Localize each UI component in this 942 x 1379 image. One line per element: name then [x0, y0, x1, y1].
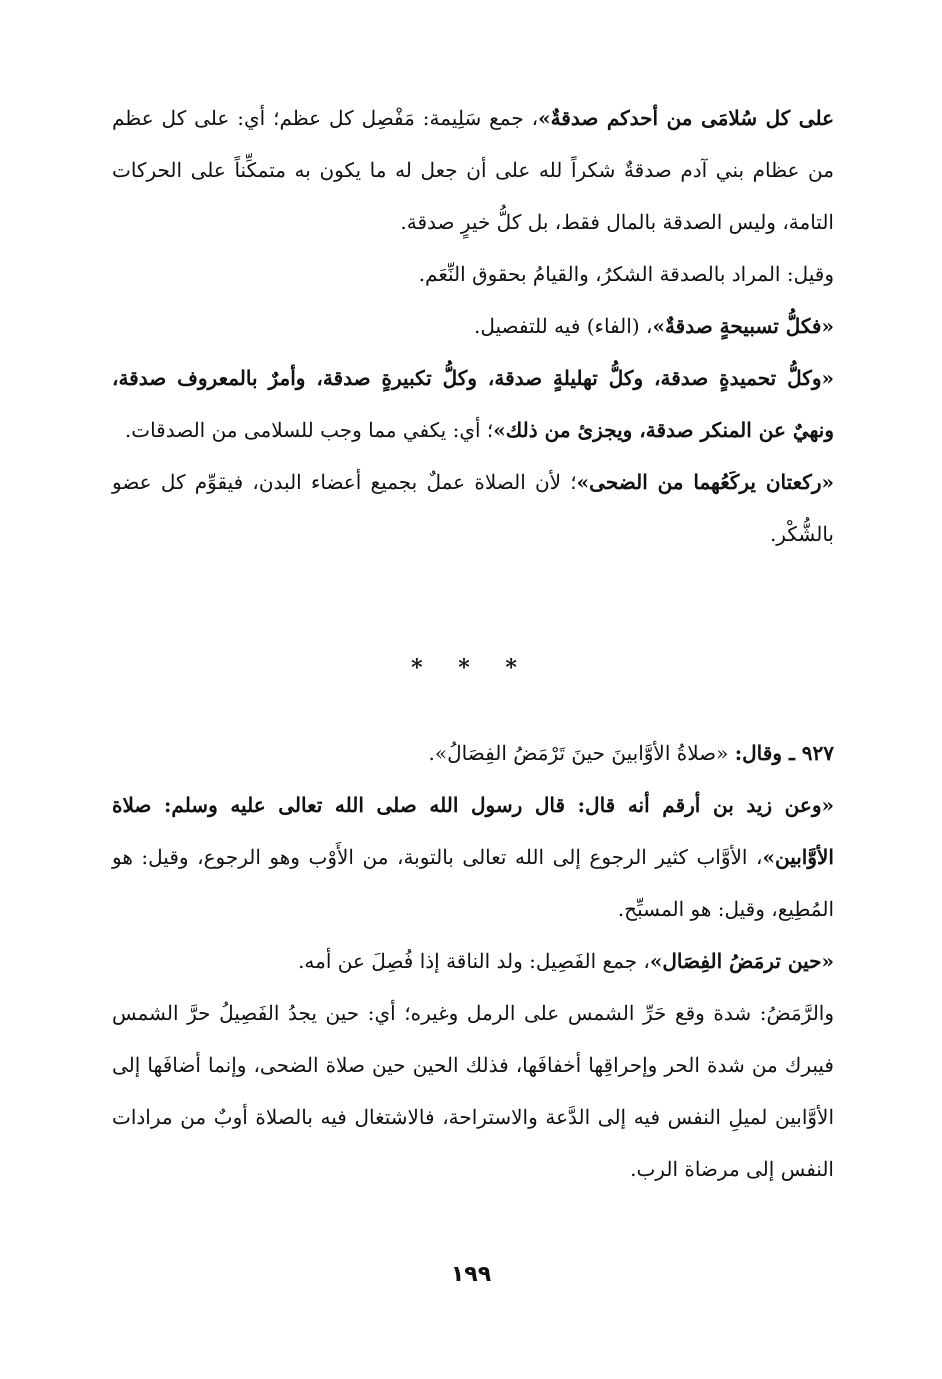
hadith-quote: «حين ترمَضُ الفِصَال» [649, 949, 834, 973]
page-number: ١٩٩ [450, 1262, 492, 1287]
commentary-block-1 [112, 92, 834, 560]
paragraph-sulama [112, 92, 834, 248]
hadith-quote: «ركعتان يركَعُهما من الضحى» [576, 470, 834, 494]
paragraph-fisal [112, 935, 834, 987]
commentary-block-2 [112, 727, 834, 1195]
paragraph-zayd [112, 779, 834, 935]
paragraph-rakatan [112, 456, 834, 560]
hadith-quote: على كل سُلامَى من أحدكم صدقةٌ» [538, 106, 835, 130]
hadith-text: «صلاةُ الأوَّابينَ حينَ تَرْمَضُ الفِصَالُ». [428, 741, 735, 765]
paragraph-qila [112, 248, 834, 300]
commentary-text: ؛ أي: يكفي مما وجب للسلامى من الصدقات. [124, 418, 494, 442]
commentary-text: ، جمع الفَصِيل: ولد الناقة إذا فُصِلَ عن أمه. [298, 949, 650, 973]
paragraph-tahmida [112, 352, 834, 456]
commentary-text: ، الأوَّاب كثير الرجوع إلى الله تعالى بالتوبة، من الأَوْب وهو الرجوع، وقيل: هو المُطِيع، وقيل: هو المسبِّح. [112, 845, 834, 921]
commentary-text: ، جمع سَلِيمة: مَفْصِل كل عظم؛ أي: على كل عظم من عظام بني آدم صدقةٌ شكراً لله على أن جعل له ما يكون به متمكِّناً على الحركات التامة، وليس الصدقة بالمال فقط، بل كلُّ خيرٍ صدقة. [112, 106, 834, 234]
commentary-text: والرَّمَضُ: شدة وقع حَرِّ الشمس على الرمل وغيره؛ أي: حين يجدُ الفَصِيلُ حرَّ الشمس فيبرك من شدة الحر وإحراقِها أخفافَها، فذلك الحين حين صلاة الضحى، وإنما أضافَها إلى الأوَّابين لميلِ النفس فيه إلى الدَّعة والاستراحة، فالاشتغال فيه بالصلاة أوبٌ من مرادات النفس إلى مرضاة الرب. [112, 1001, 834, 1181]
hadith-number: ٩٢٧ ـ وقال: [734, 741, 834, 765]
paragraph-ramad [112, 987, 834, 1195]
commentary-text: ؛ لأن الصلاة عملٌ بجميع أعضاء البدن، فيقوِّم كل عضو بالشُّكْر. [112, 470, 834, 546]
commentary-text: ، (الفاء) فيه للتفصيل. [473, 314, 653, 338]
hadith-quote: «وعن زيد بن أرقم أنه قال: قال رسول الله صلى الله تعالى عليه وسلم: صلاة الأوَّابين» [112, 793, 834, 869]
hadith-quote: «وكلُّ تحميدةٍ صدقة، وكلُّ تهليلةٍ صدقة، وكلُّ تكبيرةٍ صدقة، وأمرٌ بالمعروف صدقة، ونهيٌ عن المنكر صدقة، ويجزئ من ذلك» [112, 366, 834, 442]
section-separator: * * * [411, 655, 531, 681]
hadith-quote: «فكلُّ تسبيحةٍ صدقةٌ» [652, 314, 834, 338]
hadith-heading [112, 727, 834, 779]
paragraph-tasbiha [112, 300, 834, 352]
commentary-text: وقيل: المراد بالصدقة الشكرُ، والقيامُ بحقوق النِّعَم. [418, 262, 834, 286]
